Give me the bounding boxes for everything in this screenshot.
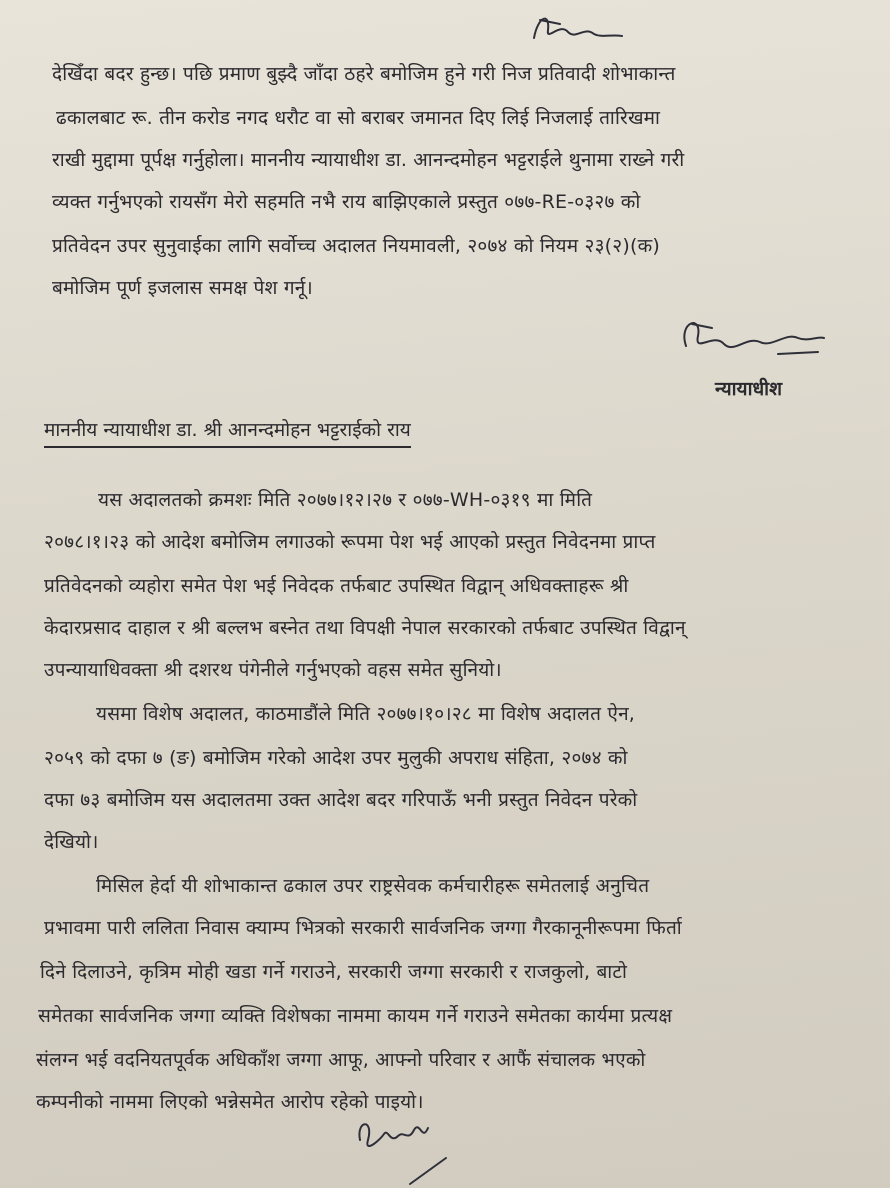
paragraph-2-line-1: यस अदालतको क्रमशः मिति २०७७।१२।२७ र ०७७-WH-०३१९ मा मिति (98, 489, 593, 511)
paragraph-1-line-4: व्यक्त गर्नुभएको रायसँग मेरो सहमति नभै राय बाझिएकाले प्रस्तुत ०७७-RE-०३२७ को (52, 191, 641, 213)
paragraph-1-line-2: ढकालबाट रू. तीन करोड नगद धरौट वा सो बराबर जमानत दिए लिई निजलाई तारिखमा (56, 107, 661, 129)
judge-label: न्यायाधीश (715, 378, 783, 400)
paragraph-1-line-3: राखी मुद्दामा पूर्पक्ष गर्नुहोला। माननीय न्यायाधीश डा. आनन्दमोहन भट्टराईले थुनामा राख्ने गरी (52, 149, 685, 171)
paragraph-4-line-5: संलग्न भई वदनियतपूर्वक अधिकाँश जग्गा आफू, आफ्नो परिवार र आफैं संचालक भएको (36, 1049, 646, 1071)
paragraph-3-line-4: देखियो। (44, 831, 99, 853)
paragraph-4-line-6: कम्पनीको नाममा लिएको भन्नेसमेत आरोप रहेको पाइयो। (36, 1091, 424, 1113)
paragraph-1-line-6: बमोजिम पूर्ण इजलास समक्ष पेश गर्नू। (52, 277, 313, 299)
paragraph-2-line-3: प्रतिवेदनको व्यहोरा समेत पेश भई निवेदक तर्फबाट उपस्थित विद्वान् अधिवक्ताहरू श्री (44, 575, 629, 597)
paragraph-2-line-2: २०७८।१।२३ को आदेश बमोजिम लगाउको रूपमा पेश भई आएको प्रस्तुत निवेदनमा प्राप्त (44, 531, 656, 553)
paragraph-2-line-5: उपन्यायाधिवक्ता श्री दशरथ पंगेनीले गर्नुभएको वहस समेत सुनियो। (44, 659, 502, 681)
paragraph-1-line-1: देखिँदा बदर हुन्छ। पछि प्रमाण बुझ्दै जाँदा ठहरे बमोजिम हुने गरी निज प्रतिवादी शोभाकान्त (52, 63, 676, 85)
paragraph-4-line-4: समेतका सार्वजनिक जग्गा व्यक्ति विशेषका नाममा कायम गर्ने गराउने समेतका कार्यमा प्रत्यक्ष (38, 1005, 673, 1027)
top-initial-signature (520, 8, 630, 53)
judge-signature (668, 302, 828, 372)
paragraph-1-line-5: प्रतिवेदन उपर सुनुवाईका लागि सर्वोच्च अदालत नियमावली, २०७४ को नियम २३(२)(क) (52, 235, 661, 257)
paragraph-3-line-1: यसमा विशेष अदालत, काठमाडौंले मिति २०७७।१०।२८ मा विशेष अदालत ऐन, (96, 703, 636, 725)
section-title: माननीय न्यायाधीश डा. श्री आनन्दमोहन भट्टराईको राय (44, 416, 411, 448)
paragraph-3-line-3: दफा ७३ बमोजिम यस अदालतमा उक्त आदेश बदर गरिपाऊँ भनी प्रस्तुत निवेदन परेको (44, 789, 638, 811)
bottom-initial-signature (350, 1100, 460, 1188)
paragraph-3-line-2: २०५९ को दफा ७ (ङ) बमोजिम गरेको आदेश उपर मुलुकी अपराध संहिता, २०७४ को (44, 747, 628, 769)
paragraph-4-line-3: दिने दिलाउने, कृत्रिम मोही खडा गर्ने गराउने, सरकारी जग्गा सरकारी र राजकुलो, बाटो (40, 961, 628, 983)
paragraph-4-line-1: मिसिल हेर्दा यी शोभाकान्त ढकाल उपर राष्ट्रसेवक कर्मचारीहरू समेतलाई अनुचित (96, 875, 650, 897)
paragraph-2-line-4: केदारप्रसाद दाहाल र श्री बल्लभ बस्नेत तथा विपक्षी नेपाल सरकारको तर्फबाट उपस्थित विद्वान् (44, 617, 686, 639)
paragraph-4-line-2: प्रभावमा पारी ललिता निवास क्याम्प भित्रको सरकारी सार्वजनिक जग्गा गैरकानूनीरूपमा फिर्ता (44, 917, 682, 939)
